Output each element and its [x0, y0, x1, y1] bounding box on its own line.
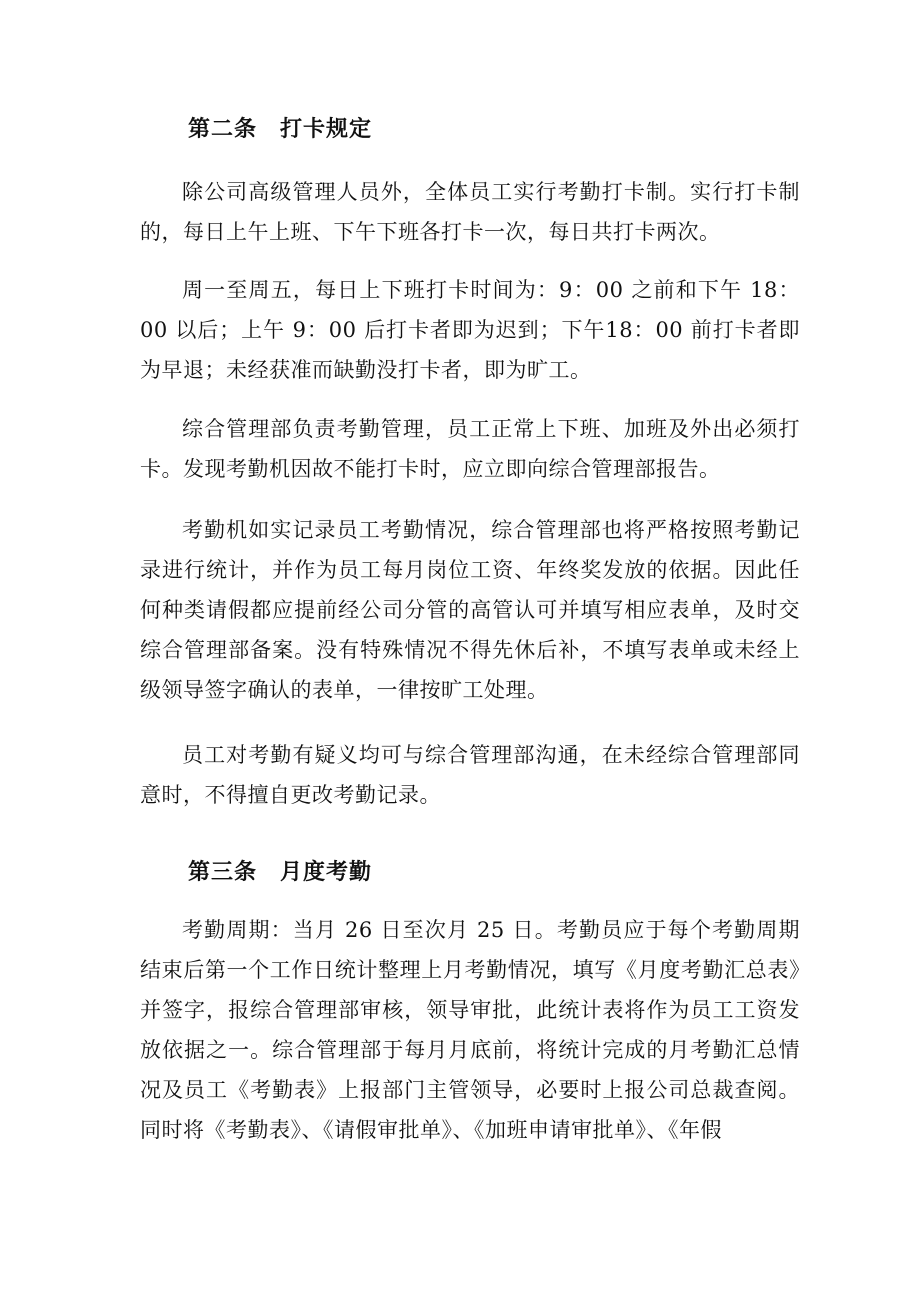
section-2-paragraph-2: 周一至周五，每日上下班打卡时间为：9：00 之前和下午 18：00 以后；上午 9：00 后打卡者即为迟到；下午18：00 前打卡者即为早退；未经获准而缺勤没打卡者，即为旷工。	[140, 278, 800, 382]
section-2-paragraph-1: 除公司高级管理人员外，全体员工实行考勤打卡制。实行打卡制的，每日上午上班、下午下班各打卡一次，每日共打卡两次。	[140, 180, 800, 244]
section-2-paragraph-4: 考勤机如实记录员工考勤情况，综合管理部也将严格按照考勤记录进行统计，并作为员工每月岗位工资、年终奖发放的依据。因此任何种类请假都应提前经公司分管的高管认可并填写相应表单，及时交综合管理部备案。没有特殊情况不得先休后补，不填写表单或未经上级领导签字确认的表单，一律按旷工处理。	[140, 518, 800, 702]
section-2-heading: 第二条 打卡规定	[188, 117, 373, 142]
section-2-paragraph-3: 综合管理部负责考勤管理，员工正常上下班、加班及外出必须打卡。发现考勤机因故不能打卡时，应立即向综合管理部报告。	[140, 417, 800, 481]
section-2-paragraph-5: 员工对考勤有疑义均可与综合管理部沟通，在未经综合管理部同意时，不得擅自更改考勤记录。	[140, 743, 800, 807]
section-3-paragraph-1: 考勤周期：当月 26 日至次月 25 日。考勤员应于每个考勤周期结束后第一个工作日统计整理上月考勤情况，填写《月度考勤汇总表》并签字，报综合管理部审核，领导审批，此统计表将作为员工工资发放依据之一。综合管理部于每月月底前，将统计完成的月考勤汇总情况及员工《考勤表》上报部门主管领导，必要时上报公司总裁查阅。同时将《考勤表》、《请假审批单》、《加班申请审批单》、《年假	[140, 918, 800, 1142]
section-3-heading: 第三条 月度考勤	[188, 860, 373, 885]
